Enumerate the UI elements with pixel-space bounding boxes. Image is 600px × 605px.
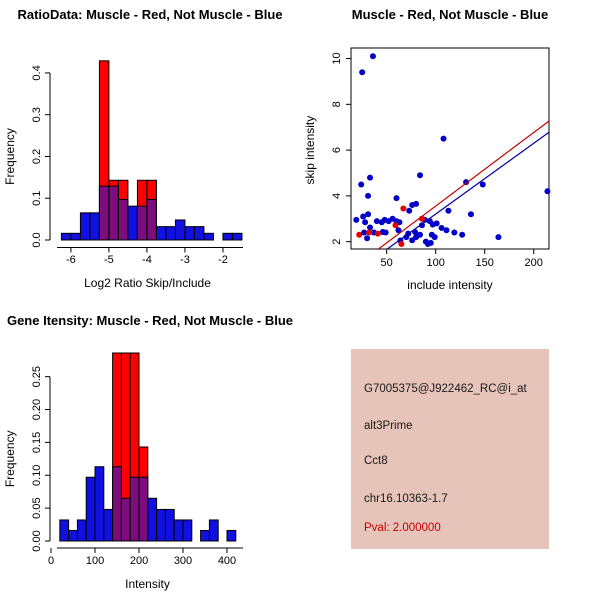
hist-bar-overlap — [147, 199, 157, 240]
splice-type-text: alt3Prime — [364, 420, 413, 432]
hist-bar-blue — [80, 213, 90, 240]
scatter-point-red — [356, 232, 362, 238]
scatter-point-blue — [544, 188, 550, 194]
scatter-point-red — [400, 205, 406, 211]
scatter-point-red — [393, 222, 399, 228]
pval-text: Pval: 2.000000 — [364, 522, 441, 534]
hist-bar-blue — [71, 233, 81, 240]
scatter-point-blue — [365, 211, 371, 217]
y-tick-label: 0.00 — [31, 530, 43, 552]
not-muscle-fit-line — [387, 132, 549, 249]
chart-title: Gene Itensity: Muscle - Red, Not Muscle - Blue — [6, 313, 294, 328]
hist-bar-overlap — [99, 186, 109, 240]
y-tick-label: 0.4 — [31, 65, 43, 81]
y-tick-label: 0.10 — [31, 464, 43, 486]
scatter-point-blue — [409, 237, 415, 243]
hist-bar-blue — [156, 227, 166, 240]
scatter-point-blue — [367, 224, 373, 230]
hist-bar-blue — [128, 206, 138, 240]
hist-bar-blue — [69, 530, 78, 541]
scatter-point-blue — [393, 195, 399, 201]
hist-bar-overlap — [109, 186, 119, 240]
hist-bar-blue — [61, 233, 71, 240]
hist-bar-blue — [209, 520, 218, 541]
scatter-point-blue — [353, 217, 359, 223]
hist-bar-blue — [77, 520, 86, 541]
hist-bar-blue — [204, 233, 214, 240]
x-axis-label: Log2 Ratio Skip/Include — [84, 276, 211, 290]
muscle-fit-line — [378, 121, 549, 249]
x-tick-label: -6 — [66, 254, 76, 266]
hist-bar-overlap — [118, 199, 128, 240]
scatter-point-red — [375, 231, 381, 237]
hist-bar-blue — [166, 227, 176, 240]
gene-intensity-histogram — [0, 300, 300, 600]
scatter-point-blue — [362, 219, 368, 225]
x-tick-label: 150 — [475, 257, 494, 269]
y-tick-label: 0.3 — [31, 107, 43, 123]
scatter-point-blue — [358, 181, 364, 187]
scatter-point-blue — [480, 181, 486, 187]
scatter-point-blue — [370, 53, 376, 59]
hist-bar-overlap — [113, 467, 122, 541]
annotation-box — [351, 349, 549, 549]
scatter-point-blue — [359, 69, 365, 75]
scatter-point-blue — [451, 230, 457, 236]
hist-bar-blue — [95, 467, 104, 541]
x-tick-label: 300 — [173, 555, 193, 567]
scatter-point-blue — [417, 232, 423, 238]
x-axis-label: include intensity — [407, 278, 493, 292]
x-tick-label: 0 — [47, 555, 55, 567]
panel-annotation — [300, 300, 600, 600]
y-tick-label: 2 — [331, 238, 343, 245]
scatter-point-blue — [383, 230, 389, 236]
scatter-point-red — [398, 241, 404, 247]
y-tick-label: 0.0 — [31, 232, 43, 248]
panel-gene-intensity-histogram — [0, 300, 300, 600]
hist-bar-blue — [223, 233, 233, 240]
x-tick-label: 200 — [129, 555, 149, 567]
hist-bar-blue — [90, 213, 100, 240]
hist-bar-overlap — [139, 477, 148, 541]
x-tick-label: 100 — [85, 555, 105, 567]
y-tick-label: 0.05 — [31, 497, 43, 519]
scatter-point-blue — [445, 208, 451, 214]
y-axis-label: skip intensity — [303, 115, 317, 185]
y-tick-label: 0.1 — [31, 190, 43, 206]
hist-bar-blue — [157, 509, 166, 541]
hist-bar-overlap — [130, 477, 139, 541]
hist-bar-blue — [148, 498, 157, 541]
x-tick-label: 400 — [217, 555, 237, 567]
y-tick-label: 6 — [331, 147, 343, 154]
hist-bar-blue — [175, 220, 185, 240]
scatter-point-red — [366, 230, 372, 236]
x-tick-label: -5 — [104, 254, 114, 266]
scatter-point-blue — [434, 220, 440, 226]
scatter-point-blue — [468, 211, 474, 217]
scatter-point-blue — [417, 172, 423, 178]
y-tick-label: 0.15 — [31, 431, 43, 454]
x-tick-label: -3 — [180, 254, 190, 266]
x-tick-label: 50 — [380, 257, 393, 269]
ratio-histogram — [0, 0, 300, 300]
scatter-point-blue — [367, 175, 373, 181]
hist-bar-blue — [194, 227, 204, 240]
hist-bar-blue — [104, 509, 113, 541]
hist-bar-overlap — [121, 498, 130, 541]
y-tick-label: 0.2 — [31, 148, 43, 165]
scatter-point-blue — [428, 240, 434, 246]
location-text: chr16.10363-1.7 — [364, 493, 448, 505]
x-tick-label: 100 — [426, 257, 445, 269]
hist-bar-blue — [201, 530, 210, 541]
scatter-point-blue — [406, 208, 412, 214]
scatter-point-blue — [443, 227, 449, 233]
scatter-point-blue — [413, 201, 419, 207]
hist-bar-blue — [86, 477, 95, 541]
y-axis-label: Frequency — [3, 128, 17, 185]
hist-bar-blue — [232, 233, 242, 240]
scatter-point-blue — [459, 232, 465, 238]
x-tick-label: -2 — [218, 254, 228, 266]
x-tick-label: -4 — [142, 254, 152, 266]
intensity-scatter — [300, 0, 600, 300]
hist-bar-blue — [183, 520, 192, 541]
scatter-point-blue — [365, 193, 371, 199]
scatter-point-blue — [495, 234, 501, 240]
hist-bar-blue — [60, 520, 69, 541]
plot-box — [351, 48, 549, 249]
scatter-point-blue — [441, 136, 447, 142]
hist-bar-blue — [227, 530, 236, 541]
gene-name-text: Cct8 — [364, 455, 388, 467]
hist-bar-blue — [185, 227, 195, 240]
chart-title: RatioData: Muscle - Red, Not Muscle - Blue — [17, 7, 283, 22]
panel-ratio-histogram — [0, 0, 300, 300]
y-tick-label: 8 — [331, 101, 343, 108]
scatter-point-blue — [364, 235, 370, 241]
scatter-point-blue — [432, 234, 438, 240]
hist-bar-blue — [174, 520, 183, 541]
y-tick-label: 4 — [331, 192, 343, 199]
y-tick-label: 0.25 — [31, 365, 43, 388]
x-axis-label: Intensity — [125, 577, 170, 591]
y-tick-label: 10 — [331, 52, 343, 65]
y-axis-label: Frequency — [3, 430, 17, 488]
x-tick-label: 200 — [524, 257, 543, 269]
hist-bar-overlap — [137, 206, 147, 240]
probe-id-text: G7005375@J922462_RC@i_at — [364, 383, 527, 395]
panel-intensity-scatter — [300, 0, 600, 300]
chart-title: Muscle - Red, Not Muscle - Blue — [351, 7, 549, 22]
y-tick-label: 0.20 — [31, 398, 43, 421]
hist-bar-blue — [165, 509, 174, 541]
